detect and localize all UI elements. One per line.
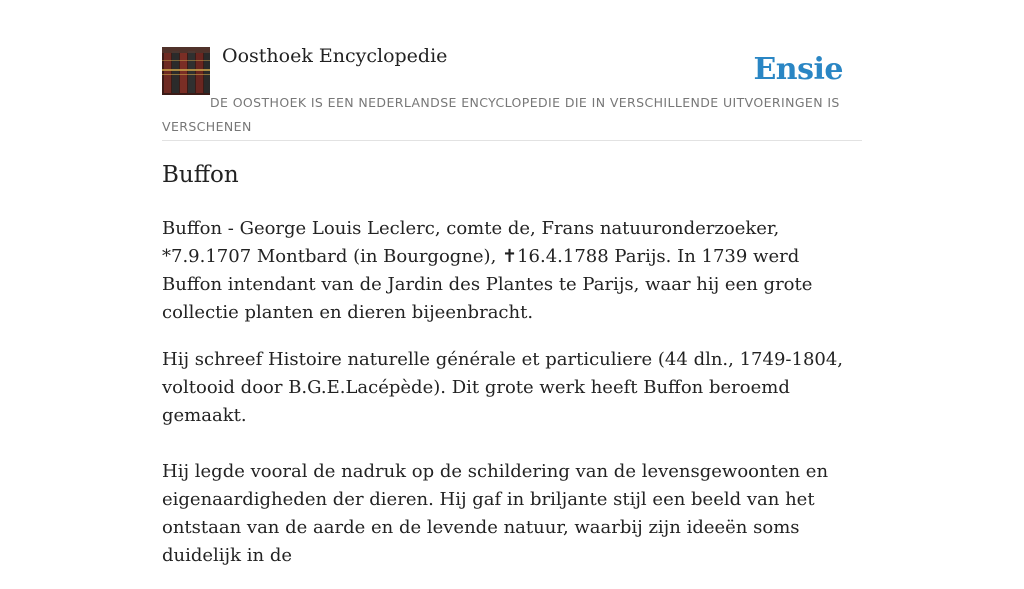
article-title: Buffon <box>162 162 239 188</box>
content-container <box>162 0 862 566</box>
ensie-logo-link[interactable]: Ensie <box>753 52 843 87</box>
encyclopedia-books-avatar[interactable] <box>162 47 210 95</box>
site-name[interactable]: Oosthoek Encyclopedie <box>222 45 448 67</box>
site-header <box>162 0 862 141</box>
article-body <box>162 215 862 589</box>
article-paragraph: Hij legde vooral de nadruk op de schildering van de levensgewoonten en eigenaardigheden der dieren. Hij gaf in briljante stijl een beeld van het ontstaan van de aarde en de levende natuur, waarbij zijn ideeën soms duidelijk in de <box>162 461 829 566</box>
article-paragraph: Buffon - George Louis Leclerc, comte de, Frans natuuronderzoeker, *7.9.1707 Montbard (in Bourgogne), ✝16.4.1788 Parijs. In 1739 werd Buffon intendant van de Jardin des Plantes te Parijs, waar hij een grote collectie planten en dieren bijeenbracht. <box>162 218 813 323</box>
article-paragraph: Hij schreef Histoire naturelle générale et particuliere (44 dln., 1749-1804, voltooid door B.G.E.Lacépède). Dit grote werk heeft Buffon beroemd gemaakt. <box>162 349 844 426</box>
site-tagline: DE OOSTHOEK IS EEN NEDERLANDSE ENCYCLOPEDIE DIE IN VERSCHILLENDE UITVOERINGEN IS VERSCHENEN <box>162 95 840 134</box>
books-icon <box>162 47 210 95</box>
